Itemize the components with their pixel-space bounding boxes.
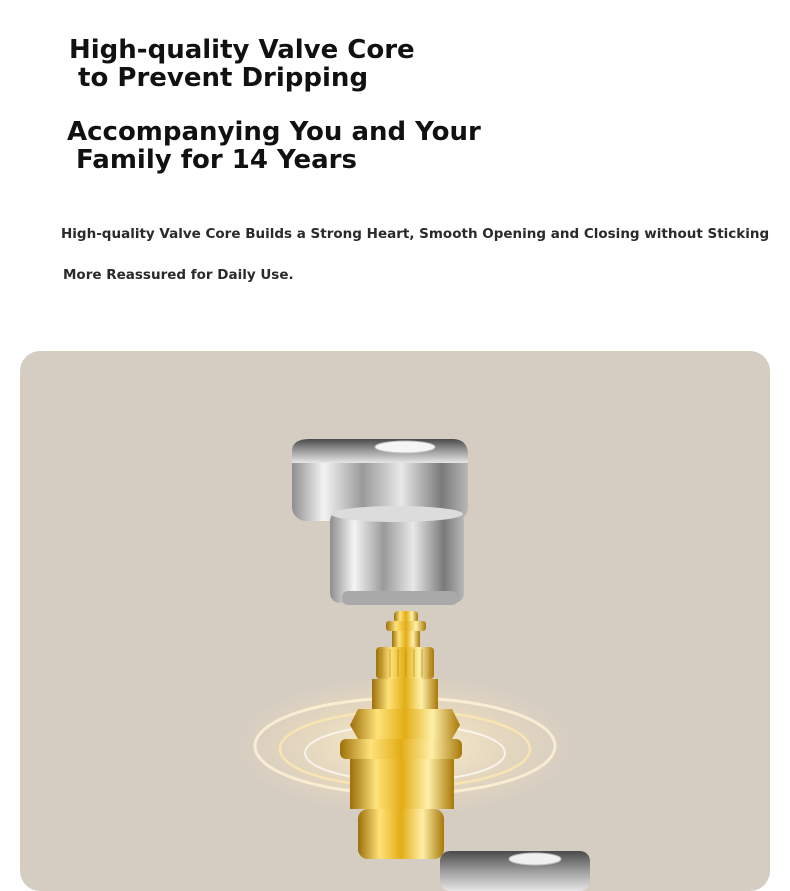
chrome-handle: [292, 439, 468, 605]
headline-valve-core: High-quality Valve Core to Prevent Dripping: [69, 35, 415, 93]
brass-valve-core: [340, 611, 462, 859]
product-image-panel: [20, 351, 770, 891]
subtext-strong-heart: High-quality Valve Core Builds a Strong Heart, Smooth Opening and Closing without Sticking: [61, 226, 770, 242]
headline-family-years: Accompanying You and Your Family for 14 Years: [67, 117, 481, 175]
subtext-reassured: More Reassured for Daily Use.: [63, 267, 294, 283]
valve-core-illustration: [20, 351, 770, 891]
chrome-handle-secondary: [440, 851, 590, 891]
